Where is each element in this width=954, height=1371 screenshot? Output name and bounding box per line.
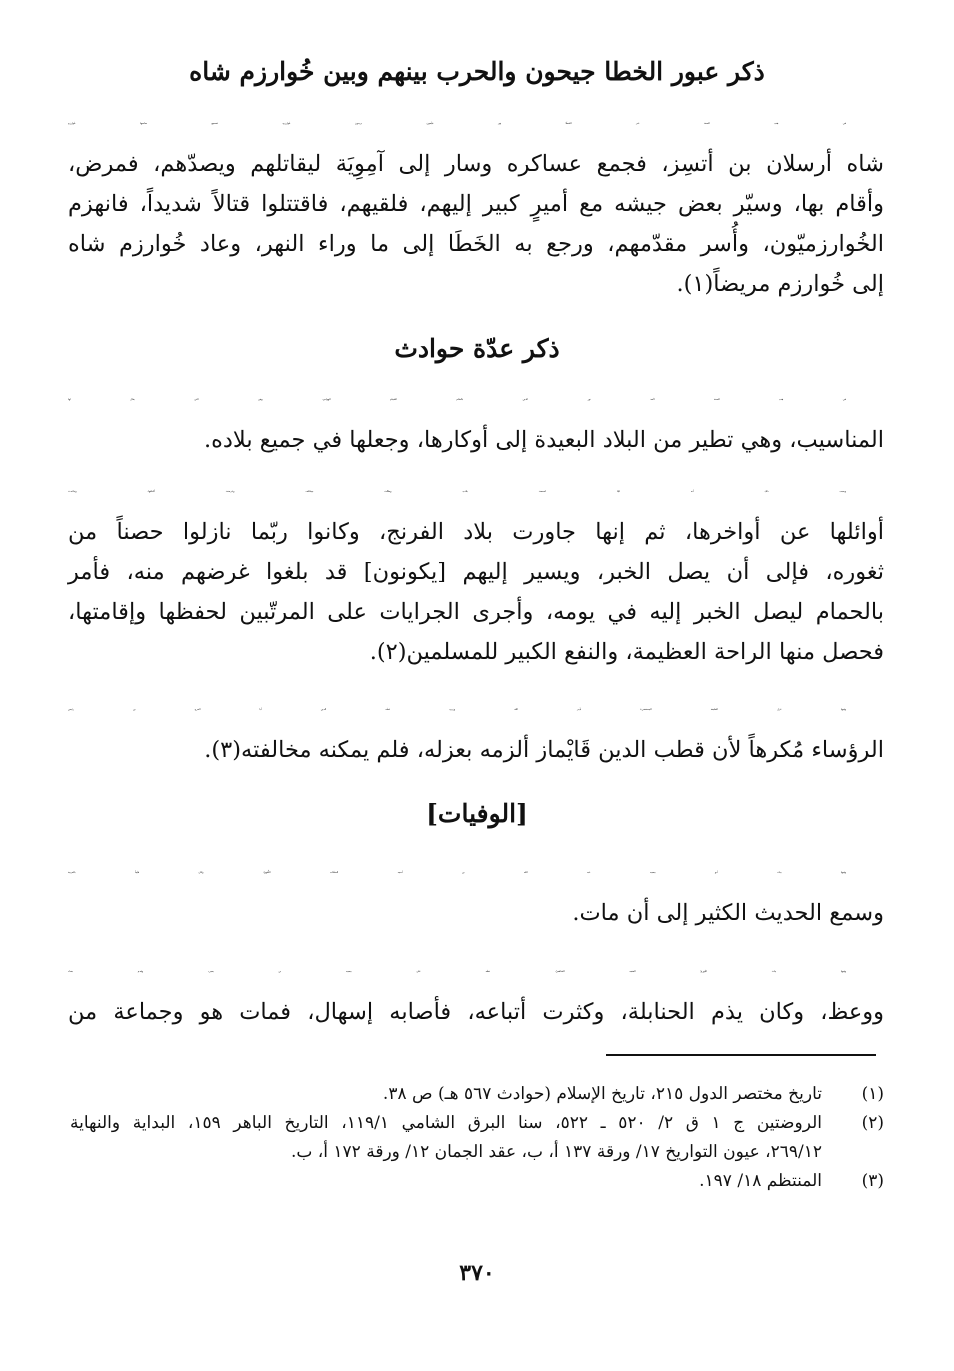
footnote-number: (١) (861, 1084, 884, 1104)
text-line: وسمع الحديث الكثير إلى أن مات. (572, 900, 884, 926)
text-line: شاه أرسلان بن أتسِز، فجمع عساكره وسار إلى آمِوِيَة ليقاتلهم ويصدّهم، فمرض، (68, 151, 884, 177)
text-line: وفيها مات أبو محمد عبد الله بن أحمد الخشّاب اللُّغَوِيّ، وكان قيّماً بالعربية (68, 871, 846, 874)
text-line: أوائلها عن أواخرها، ثم إنها جاورت بلاد الفرنج، وكانوا ربّما نازلوا حصناً من (68, 519, 884, 545)
paragraph (68, 104, 884, 304)
text-line: في هذه السنة اتّخذ نور الدين بالشام الحَمام الهوادي، وهي التي يقال لها (68, 398, 846, 401)
section-heading: ذكر عدّة حوادث (394, 334, 560, 363)
text-line: وفيها مات البُوريّ الفقيه الشافعيّ، تفقّه على محمد بن يحيى، وقدم بغداد (68, 970, 846, 973)
paragraph (68, 472, 884, 672)
text-line: ووعظ، وكان يذم الحنابلة، وكثرت أتباعه، فأصابه إسهال، فمات هو وجماعة من (68, 999, 884, 1025)
footnote (70, 1080, 884, 1109)
section-heading: ذكر عبور الخطا جيحون والحرب بينهم وبين خُوارزم شاه (189, 57, 765, 86)
text-line: الرؤساء مُكرهاً لأن قطب الدين قَايْماز ألزمه بعزله، فلم يمكنه مخالفته(٣). (204, 737, 884, 763)
text-line: ثغوره، فإلى أن يصل الخبر، ويسير إليهم [يكونون] قد بلغوا غرضهم منه، فأمر (68, 559, 884, 585)
text-line: إلى خُوارزم مريضاً(١). (676, 271, 884, 297)
section-heading: [الوفيات] (426, 799, 528, 828)
text-line: وسبب ذلك أنه لمّا اتسعت بلاده، وطالت مملكته، وعرضت أكنافها، وتباعدت (68, 490, 846, 493)
paragraph (68, 690, 884, 770)
footnote-divider (606, 1054, 876, 1056)
text-line: وفيها عزل الخليفة المستضيء بأمر الله وزيره عضُد الدين أبا الفرج بن رئيس (68, 708, 846, 711)
footnotes (70, 1080, 884, 1196)
text-line: المناسيب، وهي تطير من البلاد البعيدة إلى أوكارها، وجعلها في جميع بلاده. (203, 427, 884, 453)
paragraph (68, 952, 884, 1032)
paragraph (68, 380, 884, 460)
text-line: في هذه السنة عبر الخَطَا نهر جَيْحون يريدون خُوارزم، فسمع صاحبها خُوارزم (68, 122, 846, 125)
footnote-number: (٣) (861, 1171, 884, 1191)
paragraph (68, 853, 884, 933)
footnote (70, 1109, 884, 1167)
footnote-line: ٢٦٩/١٢، عيون التواريخ ١٧/ ورقة ١٣٧ أ، ب، عقد الجمان ١٢/ ورقة ١٧٢ أ، ب. (290, 1142, 822, 1162)
text-line: بالحمام ليصل الخبر إليه في يومه، وأجرى الجرايات على المرتّبين لحفظها وإقامتها، (68, 599, 884, 625)
text-line: الخُوارزميّون، وأُسر مقدّمهم، ورجع به الخَطَا إلى ما وراء النهر، وعاد خُوارزم شاه (68, 231, 884, 257)
footnote-line: الروضتين ج ١ ق ٢/ ٥٢٠ ـ ٥٢٢، سنا البرق الشامي ١١٩/١، التاريخ الباهر ١٥٩، البداية والنهاية (70, 1113, 822, 1133)
footnote-number: (٢) (861, 1113, 884, 1133)
text-line: فحصل منها الراحة العظيمة، والنفع الكبير للمسلمين(٢). (369, 639, 884, 665)
footnote-line: المنتظم ١٨/ ١٩٧. (699, 1171, 822, 1191)
footnote-line: تاريخ مختصر الدول ٢١٥، تاريخ الإسلام (حوادث ٥٦٧ هـ) ص ٣٨. (382, 1084, 822, 1104)
footnote (70, 1167, 884, 1196)
text-line: وأقام بها، وسيّر بعض جيشه مع أميرٍ كبير إليهم، فلقيهم، فاقتتلوا قتالاً شديداً، فانهزم (68, 191, 884, 217)
page-number: ٣٧٠ (459, 1260, 495, 1286)
